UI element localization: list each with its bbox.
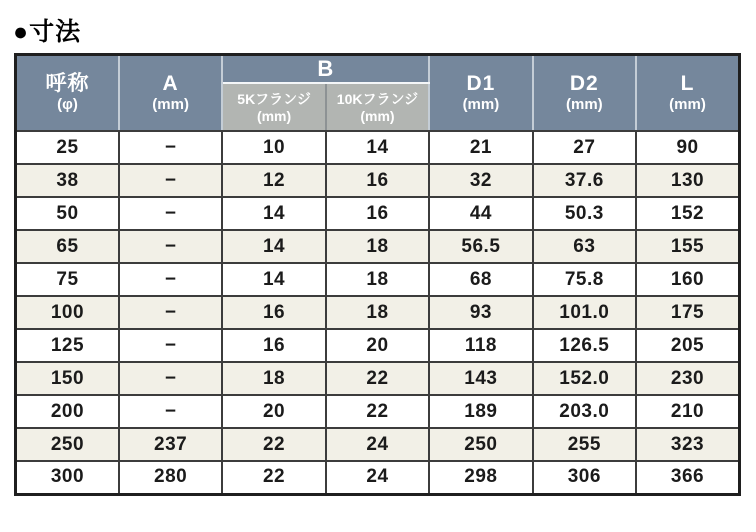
table-cell: 20 (222, 395, 325, 428)
table-cell: 25 (16, 131, 119, 164)
table-cell: 20 (326, 329, 429, 362)
table-cell: − (119, 329, 222, 362)
dimension-table (14, 53, 741, 496)
header-unit: (φ) (57, 96, 78, 113)
table-cell: 50.3 (533, 197, 636, 230)
table-cell: 18 (326, 296, 429, 329)
header-cell-d1 (429, 55, 532, 132)
table-cell: 18 (222, 362, 325, 395)
table-row (16, 329, 740, 362)
table-cell: 126.5 (533, 329, 636, 362)
table-row (16, 395, 740, 428)
table-cell: 306 (533, 461, 636, 494)
header-label: D1 (466, 72, 496, 95)
table-row (16, 296, 740, 329)
table-cell: − (119, 197, 222, 230)
table-cell: 323 (636, 428, 739, 461)
table-cell: 50 (16, 197, 119, 230)
header-label: 10Kフランジ (336, 90, 419, 107)
table-cell: 130 (636, 164, 739, 197)
table-cell: 22 (326, 395, 429, 428)
table-cell: 56.5 (429, 230, 532, 263)
header-label: L (680, 72, 695, 95)
header-cell-d2 (533, 55, 636, 132)
table-cell: 200 (16, 395, 119, 428)
table-cell: 16 (326, 164, 429, 197)
table-cell: 250 (16, 428, 119, 461)
table-cell: 280 (119, 461, 222, 494)
table-cell: 38 (16, 164, 119, 197)
table-row (16, 428, 740, 461)
table-cell: 125 (16, 329, 119, 362)
table-cell: 230 (636, 362, 739, 395)
table-cell: − (119, 296, 222, 329)
table-cell: 44 (429, 197, 532, 230)
table-cell: 205 (636, 329, 739, 362)
table-cell: 150 (16, 362, 119, 395)
table-cell: 12 (222, 164, 325, 197)
table-cell: − (119, 230, 222, 263)
table-cell: 16 (222, 296, 325, 329)
table-cell: 250 (429, 428, 532, 461)
table-cell: 175 (636, 296, 739, 329)
table-cell: 118 (429, 329, 532, 362)
header-cell-b (222, 55, 429, 84)
header-unit: (mm) (669, 96, 706, 113)
header-unit: (mm) (565, 96, 603, 113)
table-row (16, 263, 740, 296)
table-cell: 18 (326, 230, 429, 263)
table-cell: 75.8 (533, 263, 636, 296)
table-cell: 14 (222, 263, 325, 296)
table-cell: 18 (326, 263, 429, 296)
table-cell: 37.6 (533, 164, 636, 197)
table-cell: 21 (429, 131, 532, 164)
table-cell: 143 (429, 362, 532, 395)
header-cell-a (119, 55, 222, 132)
header-label: 5Kフランジ (237, 90, 311, 107)
header-unit: (mm) (152, 96, 189, 113)
header-cell-b-10k (326, 83, 429, 131)
table-cell: 152.0 (533, 362, 636, 395)
table-cell: 22 (326, 362, 429, 395)
table-cell: 16 (222, 329, 325, 362)
table-cell: 16 (326, 197, 429, 230)
table-cell: − (119, 362, 222, 395)
table-row (16, 461, 740, 494)
table-row (16, 362, 740, 395)
table-cell: 237 (119, 428, 222, 461)
table-cell: − (119, 263, 222, 296)
header-cell-name (16, 55, 119, 132)
header-cell-b-5k (222, 83, 325, 131)
table-row (16, 164, 740, 197)
table-cell: 366 (636, 461, 739, 494)
header-cell-l (636, 55, 739, 132)
header-label: B (317, 56, 335, 81)
table-cell: 65 (16, 230, 119, 263)
table-cell: 75 (16, 263, 119, 296)
header-unit: (mm) (462, 96, 500, 113)
table-cell: 24 (326, 461, 429, 494)
header-unit: (mm) (256, 107, 292, 124)
table-cell: 93 (429, 296, 532, 329)
header-label: D2 (569, 72, 599, 95)
table-cell: 68 (429, 263, 532, 296)
table-cell: − (119, 164, 222, 197)
table-cell: 24 (326, 428, 429, 461)
table-cell: 14 (326, 131, 429, 164)
table-cell: 160 (636, 263, 739, 296)
table-cell: 90 (636, 131, 739, 164)
table-cell: − (119, 131, 222, 164)
table-cell: 203.0 (533, 395, 636, 428)
table-cell: 152 (636, 197, 739, 230)
table-cell: 101.0 (533, 296, 636, 329)
table-cell: 155 (636, 230, 739, 263)
table-cell: 27 (533, 131, 636, 164)
table-cell: 14 (222, 230, 325, 263)
table-cell: 10 (222, 131, 325, 164)
page-title: ●寸法 (13, 18, 82, 46)
header-label: 呼称 (45, 72, 90, 95)
header-label: A (162, 72, 179, 95)
table-cell: 189 (429, 395, 532, 428)
header-unit: (mm) (360, 107, 395, 124)
dimension-table-header (16, 55, 740, 132)
table-row (16, 131, 740, 164)
table-cell: 22 (222, 461, 325, 494)
table-cell: 300 (16, 461, 119, 494)
table-row (16, 230, 740, 263)
table-cell: 32 (429, 164, 532, 197)
table-cell: 210 (636, 395, 739, 428)
table-cell: 100 (16, 296, 119, 329)
table-cell: − (119, 395, 222, 428)
table-cell: 14 (222, 197, 325, 230)
table-cell: 298 (429, 461, 532, 494)
table-cell: 255 (533, 428, 636, 461)
dimension-table-body (16, 131, 740, 494)
table-cell: 22 (222, 428, 325, 461)
table-cell: 63 (533, 230, 636, 263)
table-row (16, 197, 740, 230)
